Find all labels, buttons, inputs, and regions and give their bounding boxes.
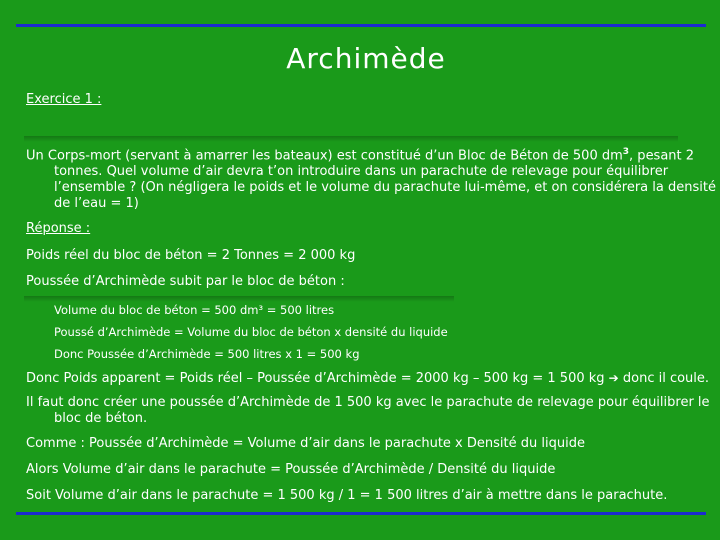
apparent-weight-conclusion: donc il coule. [622,371,710,386]
volume-line: Volume du bloc de béton = 500 dm³ = 500 litres [54,303,335,317]
comme-line: Comme : Poussée d’Archimède = Volume d’air dans le parachute x Densité du liquide [26,436,585,451]
problem-text-start: Un Corps-mort (servant à amarrer les bateaux) est constitué d’un Bloc de Béton de 500 dm [26,148,623,164]
cube-superscript: 3 [622,147,630,157]
alors-line: Alors Volume d’air dans le parachute = Poussée d’Archimède / Densité du liquide [26,462,556,477]
thrust-result-line: Donc Poussée d’Archimède = 500 litres x 1 = 500 kg [54,347,360,361]
shadow-band [24,136,678,142]
slide-title: Archimède [286,42,446,75]
bottom-divider [16,512,706,515]
problem-text-end: , pesant 2 tonnes. Quel volume d’air devra t’on introduire dans un parachute de relevage pour équilibrer l’ensemble ? (On négligera le poids et le volume du parachute lui-même, et on considérera la densité de l’eau = 1) [54,148,716,212]
problem-statement [26,144,720,212]
apparent-weight-line [26,370,710,387]
soit-line: Soit Volume d’air dans le parachute = 1 500 kg / 1 = 1 500 litres d’air à mettre dans le parachute. [26,488,668,503]
arrow-right-icon: ➔ [608,371,619,385]
thrust-intro-line: Poussée d’Archimède subit par le bloc de béton : [26,274,345,289]
top-divider [16,24,706,27]
answer-heading: Réponse : [26,221,91,236]
need-thrust-line: Il faut donc créer une poussée d’Archimède de 1 500 kg avec le parachute de relevage pour équilibrer le bloc de béton. [26,395,710,426]
thrust-formula-line: Poussé d’Archimède = Volume du bloc de béton x densité du liquide [54,325,448,339]
exercise-heading: Exercice 1 : [26,92,102,107]
apparent-weight-text: Donc Poids apparent = Poids réel – Poussée d’Archimède = 2000 kg – 500 kg = 1 500 kg [26,371,605,386]
real-weight-line: Poids réel du bloc de béton = 2 Tonnes = 2 000 kg [26,248,356,263]
